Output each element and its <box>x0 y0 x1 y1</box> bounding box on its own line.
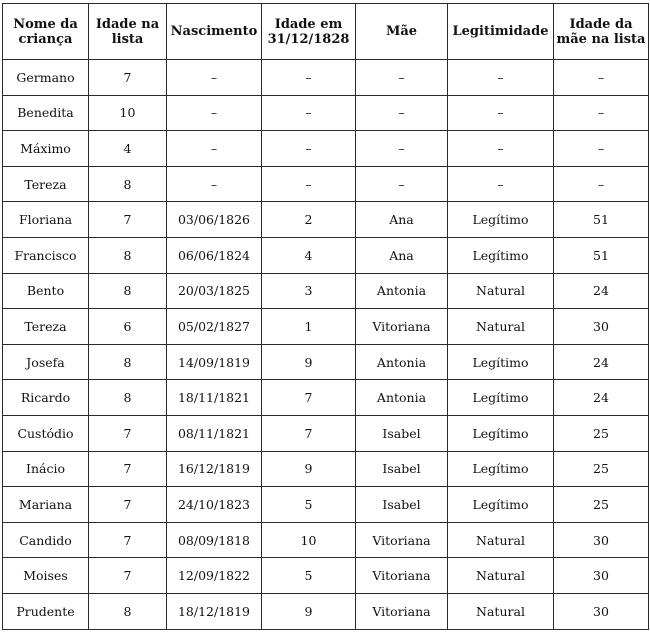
cell-age-on-list: 6 <box>89 309 167 345</box>
cell-age-1828: 2 <box>262 202 356 238</box>
cell-birth: 03/06/1826 <box>167 202 262 238</box>
cell-mother-age: 51 <box>554 202 649 238</box>
cell-legitimacy: Natural <box>448 309 554 345</box>
cell-legitimacy: Natural <box>448 558 554 594</box>
header-age-on-list: Idade na lista <box>89 4 167 60</box>
cell-mother-age: 25 <box>554 451 649 487</box>
cell-birth: – <box>167 95 262 131</box>
table-header-row <box>3 4 649 60</box>
cell-birth: 24/10/1823 <box>167 487 262 523</box>
cell-legitimacy: Legítimo <box>448 380 554 416</box>
table-row <box>3 593 649 629</box>
cell-legitimacy: Natural <box>448 273 554 309</box>
cell-age-1828: 1 <box>262 309 356 345</box>
cell-age-on-list: 8 <box>89 237 167 273</box>
cell-legitimacy: – <box>448 60 554 96</box>
cell-age-on-list: 7 <box>89 60 167 96</box>
cell-birth: 18/12/1819 <box>167 593 262 629</box>
cell-legitimacy: – <box>448 95 554 131</box>
cell-mother-age: 25 <box>554 487 649 523</box>
cell-child-name: Germano <box>3 60 89 96</box>
cell-age-on-list: 7 <box>89 558 167 594</box>
cell-age-1828: 9 <box>262 344 356 380</box>
cell-mother: Vitoriana <box>356 558 448 594</box>
cell-mother-age: – <box>554 131 649 167</box>
cell-age-1828: – <box>262 60 356 96</box>
table-row <box>3 131 649 167</box>
cell-birth: 20/03/1825 <box>167 273 262 309</box>
cell-child-name: Bento <box>3 273 89 309</box>
cell-age-1828: – <box>262 166 356 202</box>
cell-child-name: Custódio <box>3 415 89 451</box>
header-legitimacy: Legitimidade <box>448 4 554 60</box>
cell-child-name: Candido <box>3 522 89 558</box>
cell-mother: Ana <box>356 202 448 238</box>
cell-age-1828: 9 <box>262 593 356 629</box>
cell-birth: – <box>167 166 262 202</box>
cell-age-1828: 7 <box>262 380 356 416</box>
cell-mother-age: 30 <box>554 593 649 629</box>
cell-legitimacy: Legítimo <box>448 237 554 273</box>
cell-mother: – <box>356 60 448 96</box>
cell-legitimacy: Legítimo <box>448 487 554 523</box>
cell-mother-age: 24 <box>554 344 649 380</box>
table-row <box>3 380 649 416</box>
cell-age-1828: 5 <box>262 487 356 523</box>
cell-mother-age: – <box>554 95 649 131</box>
cell-child-name: Benedita <box>3 95 89 131</box>
table-row <box>3 451 649 487</box>
cell-birth: – <box>167 60 262 96</box>
cell-birth: 08/09/1818 <box>167 522 262 558</box>
cell-child-name: Prudente <box>3 593 89 629</box>
cell-legitimacy: Natural <box>448 522 554 558</box>
table-row <box>3 60 649 96</box>
cell-birth: 18/11/1821 <box>167 380 262 416</box>
cell-age-on-list: 8 <box>89 593 167 629</box>
table-row <box>3 522 649 558</box>
cell-mother-age: 24 <box>554 380 649 416</box>
cell-age-on-list: 8 <box>89 344 167 380</box>
cell-age-on-list: 7 <box>89 415 167 451</box>
header-mother: Mãe <box>356 4 448 60</box>
cell-legitimacy: Legítimo <box>448 202 554 238</box>
cell-legitimacy: – <box>448 166 554 202</box>
cell-mother: Vitoriana <box>356 309 448 345</box>
cell-child-name: Francisco <box>3 237 89 273</box>
cell-mother: Antonia <box>356 344 448 380</box>
cell-age-on-list: 7 <box>89 487 167 523</box>
table-row <box>3 558 649 594</box>
cell-mother-age: – <box>554 166 649 202</box>
cell-legitimacy: Legítimo <box>448 415 554 451</box>
children-table <box>2 3 649 630</box>
table-row <box>3 415 649 451</box>
cell-legitimacy: Legítimo <box>448 451 554 487</box>
cell-mother: Antonia <box>356 380 448 416</box>
header-age-1828: Idade em 31/12/1828 <box>262 4 356 60</box>
cell-mother: Ana <box>356 237 448 273</box>
cell-birth: 14/09/1819 <box>167 344 262 380</box>
header-mother-age: Idade da mãe na lista <box>554 4 649 60</box>
cell-age-1828: 7 <box>262 415 356 451</box>
cell-age-1828: 10 <box>262 522 356 558</box>
cell-birth: 05/02/1827 <box>167 309 262 345</box>
table-row <box>3 202 649 238</box>
table-row <box>3 344 649 380</box>
cell-mother-age: 30 <box>554 558 649 594</box>
cell-age-1828: 4 <box>262 237 356 273</box>
cell-mother-age: 25 <box>554 415 649 451</box>
cell-legitimacy: Legítimo <box>448 344 554 380</box>
cell-age-1828: – <box>262 131 356 167</box>
cell-mother-age: 24 <box>554 273 649 309</box>
cell-birth: 06/06/1824 <box>167 237 262 273</box>
header-birth: Nascimento <box>167 4 262 60</box>
cell-age-1828: 5 <box>262 558 356 594</box>
cell-mother-age: 30 <box>554 522 649 558</box>
cell-child-name: Ricardo <box>3 380 89 416</box>
cell-child-name: Inácio <box>3 451 89 487</box>
table-container <box>2 3 649 630</box>
cell-age-1828: – <box>262 95 356 131</box>
cell-child-name: Máximo <box>3 131 89 167</box>
cell-mother: Vitoriana <box>356 522 448 558</box>
cell-child-name: Tereza <box>3 166 89 202</box>
cell-mother: Vitoriana <box>356 593 448 629</box>
cell-mother-age: 51 <box>554 237 649 273</box>
cell-mother: – <box>356 95 448 131</box>
cell-child-name: Josefa <box>3 344 89 380</box>
cell-age-on-list: 4 <box>89 131 167 167</box>
cell-age-on-list: 7 <box>89 202 167 238</box>
cell-child-name: Floriana <box>3 202 89 238</box>
cell-age-on-list: 10 <box>89 95 167 131</box>
table-row <box>3 487 649 523</box>
cell-birth: 16/12/1819 <box>167 451 262 487</box>
cell-mother: – <box>356 166 448 202</box>
cell-mother: Antonia <box>356 273 448 309</box>
cell-birth: – <box>167 131 262 167</box>
cell-mother: Isabel <box>356 415 448 451</box>
table-row <box>3 273 649 309</box>
cell-birth: 12/09/1822 <box>167 558 262 594</box>
table-body <box>3 60 649 630</box>
cell-age-on-list: 8 <box>89 273 167 309</box>
cell-child-name: Mariana <box>3 487 89 523</box>
cell-mother: Isabel <box>356 487 448 523</box>
table-row <box>3 166 649 202</box>
table-row <box>3 237 649 273</box>
cell-mother: – <box>356 131 448 167</box>
cell-child-name: Tereza <box>3 309 89 345</box>
cell-age-1828: 3 <box>262 273 356 309</box>
cell-legitimacy: Natural <box>448 593 554 629</box>
cell-legitimacy: – <box>448 131 554 167</box>
table-row <box>3 309 649 345</box>
cell-child-name: Moises <box>3 558 89 594</box>
cell-birth: 08/11/1821 <box>167 415 262 451</box>
cell-age-on-list: 8 <box>89 380 167 416</box>
header-child-name: Nome da criança <box>3 4 89 60</box>
cell-age-on-list: 8 <box>89 166 167 202</box>
cell-age-1828: 9 <box>262 451 356 487</box>
table-row <box>3 95 649 131</box>
cell-mother-age: 30 <box>554 309 649 345</box>
cell-age-on-list: 7 <box>89 522 167 558</box>
cell-age-on-list: 7 <box>89 451 167 487</box>
cell-mother-age: – <box>554 60 649 96</box>
cell-mother: Isabel <box>356 451 448 487</box>
